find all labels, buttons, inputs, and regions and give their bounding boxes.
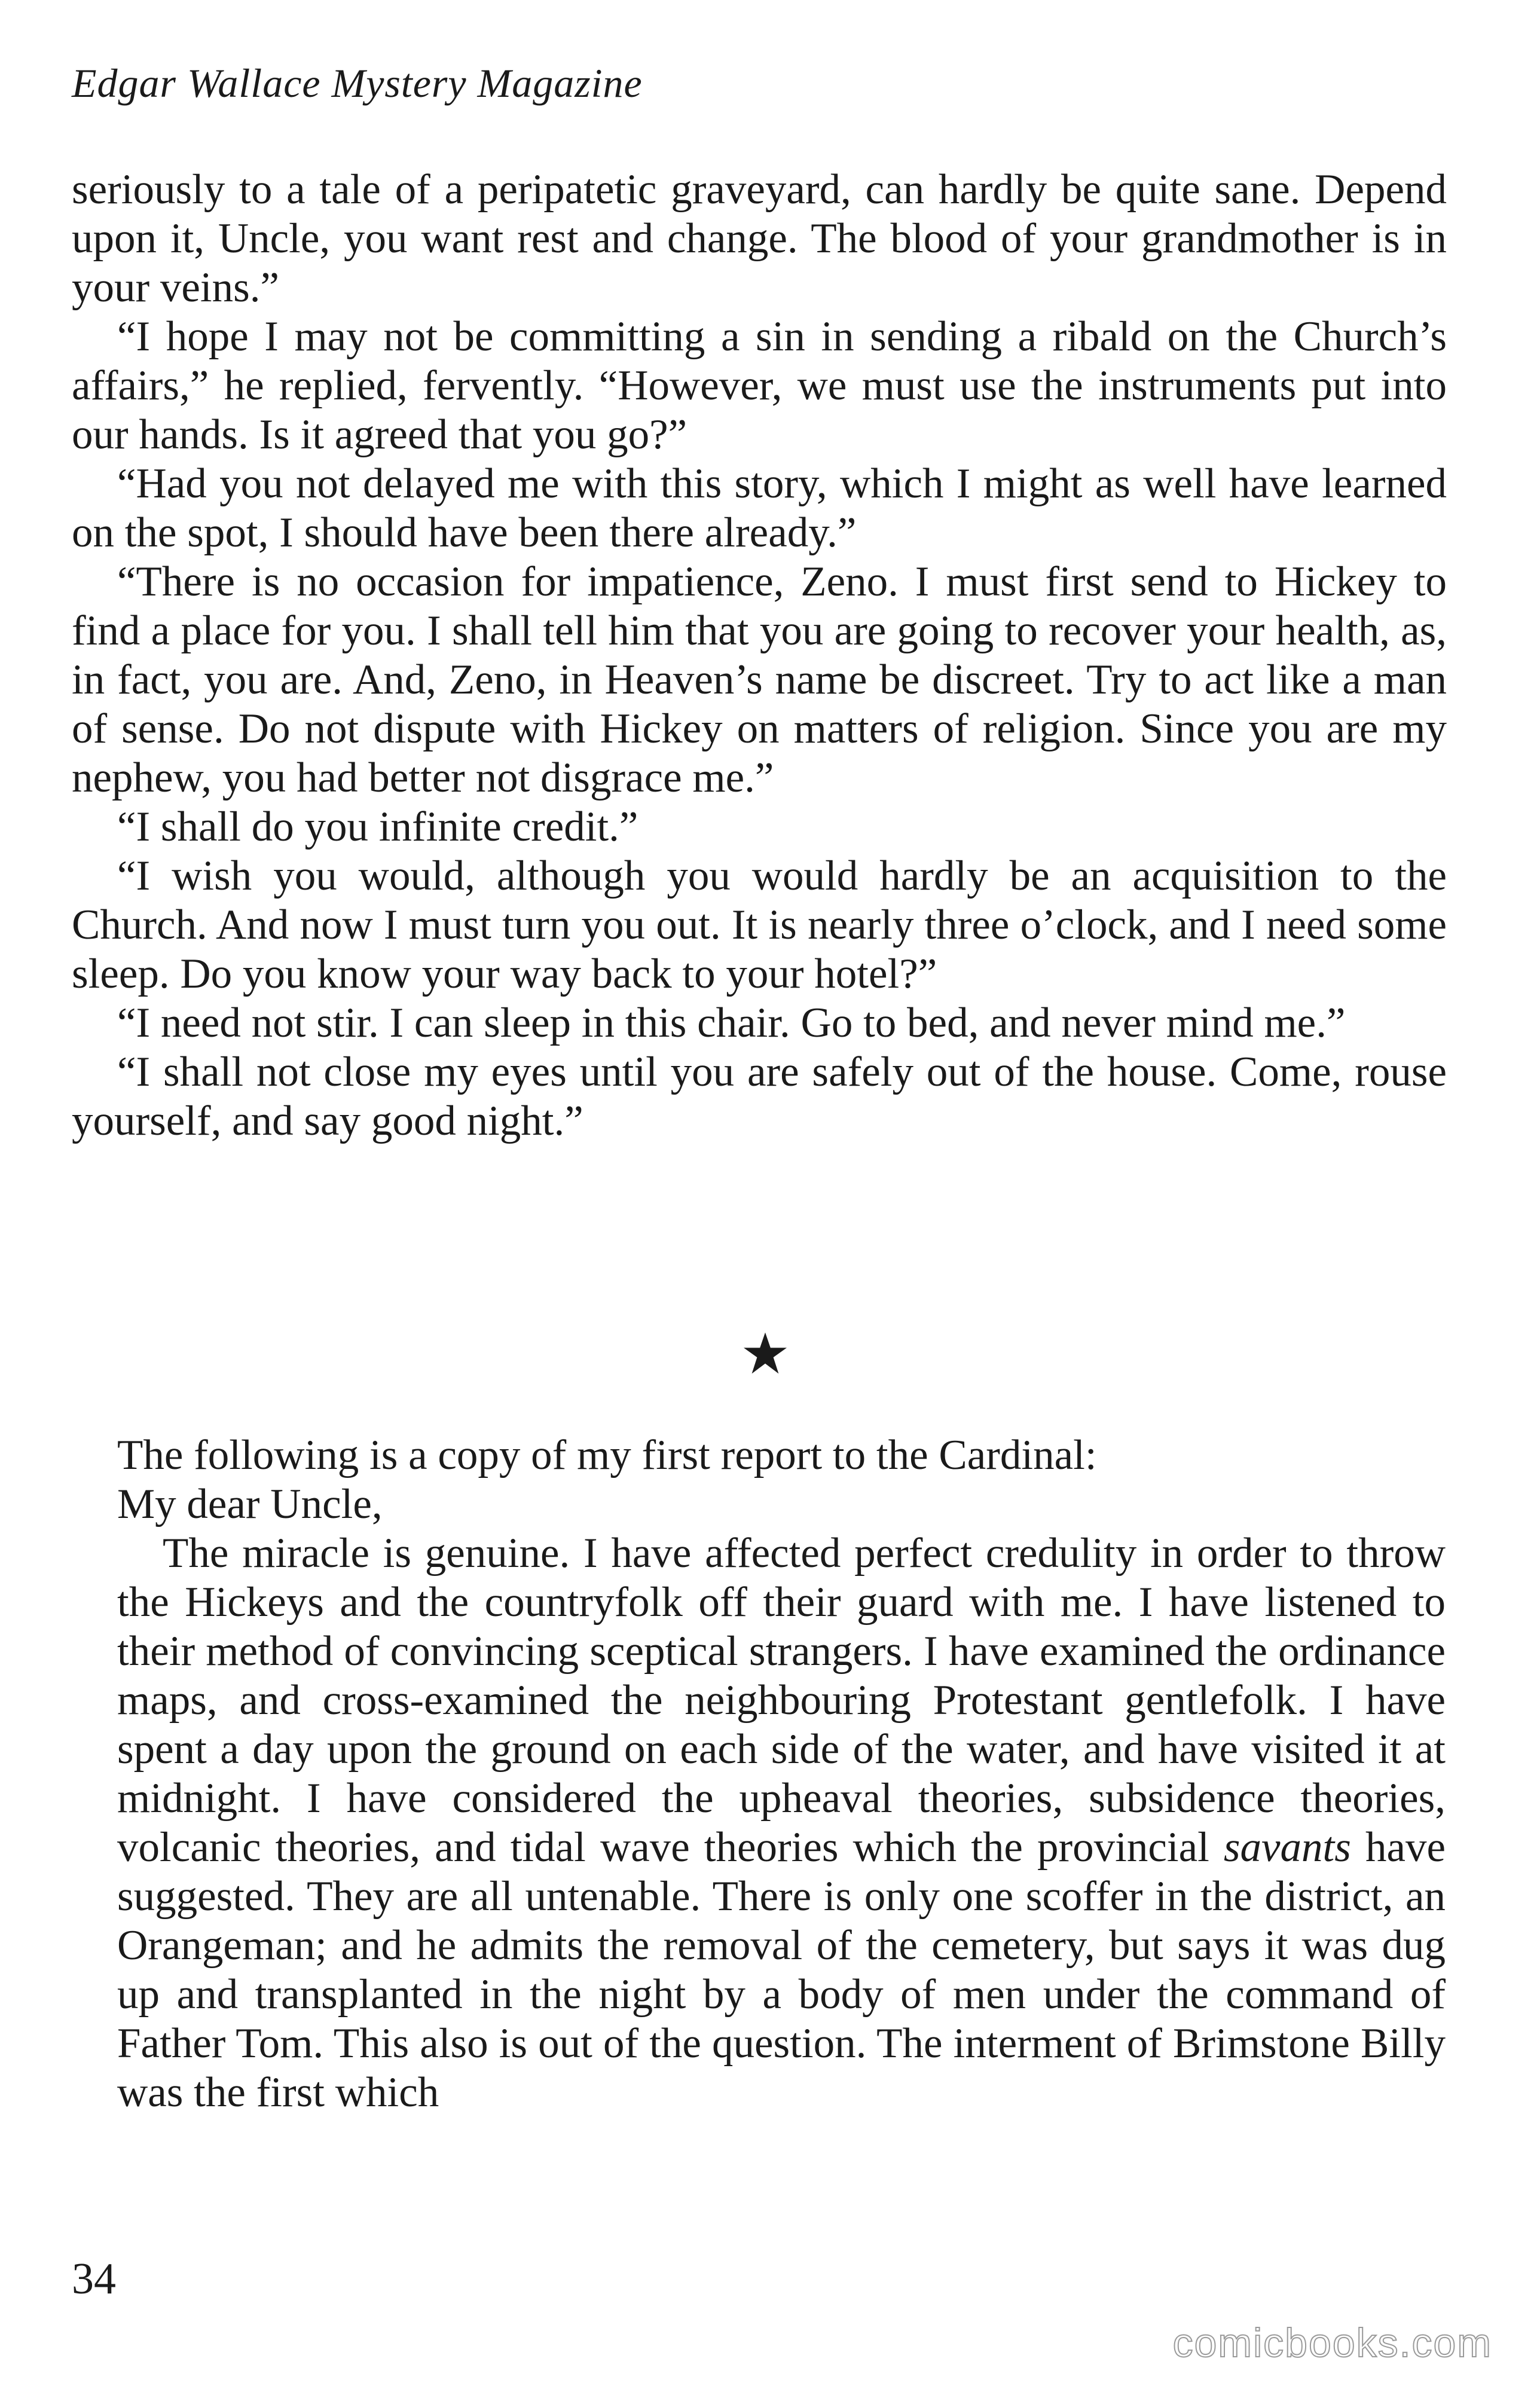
watermark: comicbooks.com (1172, 2320, 1492, 2366)
letter-salutation: My dear Uncle, (117, 1481, 383, 1528)
paragraph: “I need not stir. I can sleep in this chair. Go to bed, and never mind me.” (117, 1000, 1346, 1046)
page-number: 34 (72, 2254, 116, 2304)
letter-text: The miracle is genuine. I have affected perfect credulity in order to throw the Hickeys and the countryfolk off their guard with me. I have listened to their method of convincing sceptical strangers. I have examined the ordinance maps, and cross-examined the neighbouring Protestant gentlefolk. I have spent a day upon the ground on each side of the water, and have visited it at midnight. I have considered the upheaval theories, subsidence theories, volcanic theories, and tidal wave theories which the provincial (117, 1530, 1446, 1871)
upper-text-block (72, 165, 1447, 1145)
star-icon (741, 1330, 789, 1377)
paragraph: “I hope I may not be committing a sin in sending a ribald on the Church’s affairs,” he replied, fervently. “However, we must use the instruments put into our hands. Is it agreed that you go?” (72, 313, 1447, 458)
letter-body (117, 1529, 1446, 2117)
letter-text: have suggested. They are all untenable. There is only one scoffer in the district, an Orangeman; and he admits the removal of the cemetery, but says it was dug up and transplanted in the night by a body of men under the command of Father Tom. This also is out of the question. The interment of Brimstone Billy was the first which (117, 1824, 1446, 2116)
italic-word: savants (1223, 1824, 1351, 1871)
running-title: Edgar Wallace Mystery Magazine (72, 60, 643, 106)
paragraph: “There is no occasion for impatience, Zeno. I must first send to Hickey to find a place for you. I shall tell him that you are going to recover your health, as, in fact, you are. And, Zeno, in Heaven’s name be discreet. Try to act like a man of sense. Do not dispute with Hickey on matters of religion. Since you are my nephew, you had better not disgrace me.” (72, 558, 1447, 801)
paragraph: “I shall do you infinite credit.” (117, 804, 638, 850)
paragraph: seriously to a tale of a peripatetic graveyard, can hardly be quite sane. Depend upon it, Uncle, you want rest and change. The blood of your grandmother is in your veins.” (72, 166, 1447, 311)
paragraph: “I shall not close my eyes until you are safely out of the house. Come, rouse yourself, and say good night.” (72, 1049, 1447, 1144)
lower-text-block (117, 1431, 1446, 2117)
paragraph: “Had you not delayed me with this story, which I might as well have learned on the spot, I should have been there already.” (72, 460, 1447, 556)
paragraph: “I wish you would, although you would hardly be an acquisition to the Church. And now I must turn you out. It is nearly three o’clock, and I need some sleep. Do you know your way back to your hotel?” (72, 853, 1447, 997)
report-intro: The following is a copy of my first report to the Cardinal: (117, 1432, 1097, 1478)
